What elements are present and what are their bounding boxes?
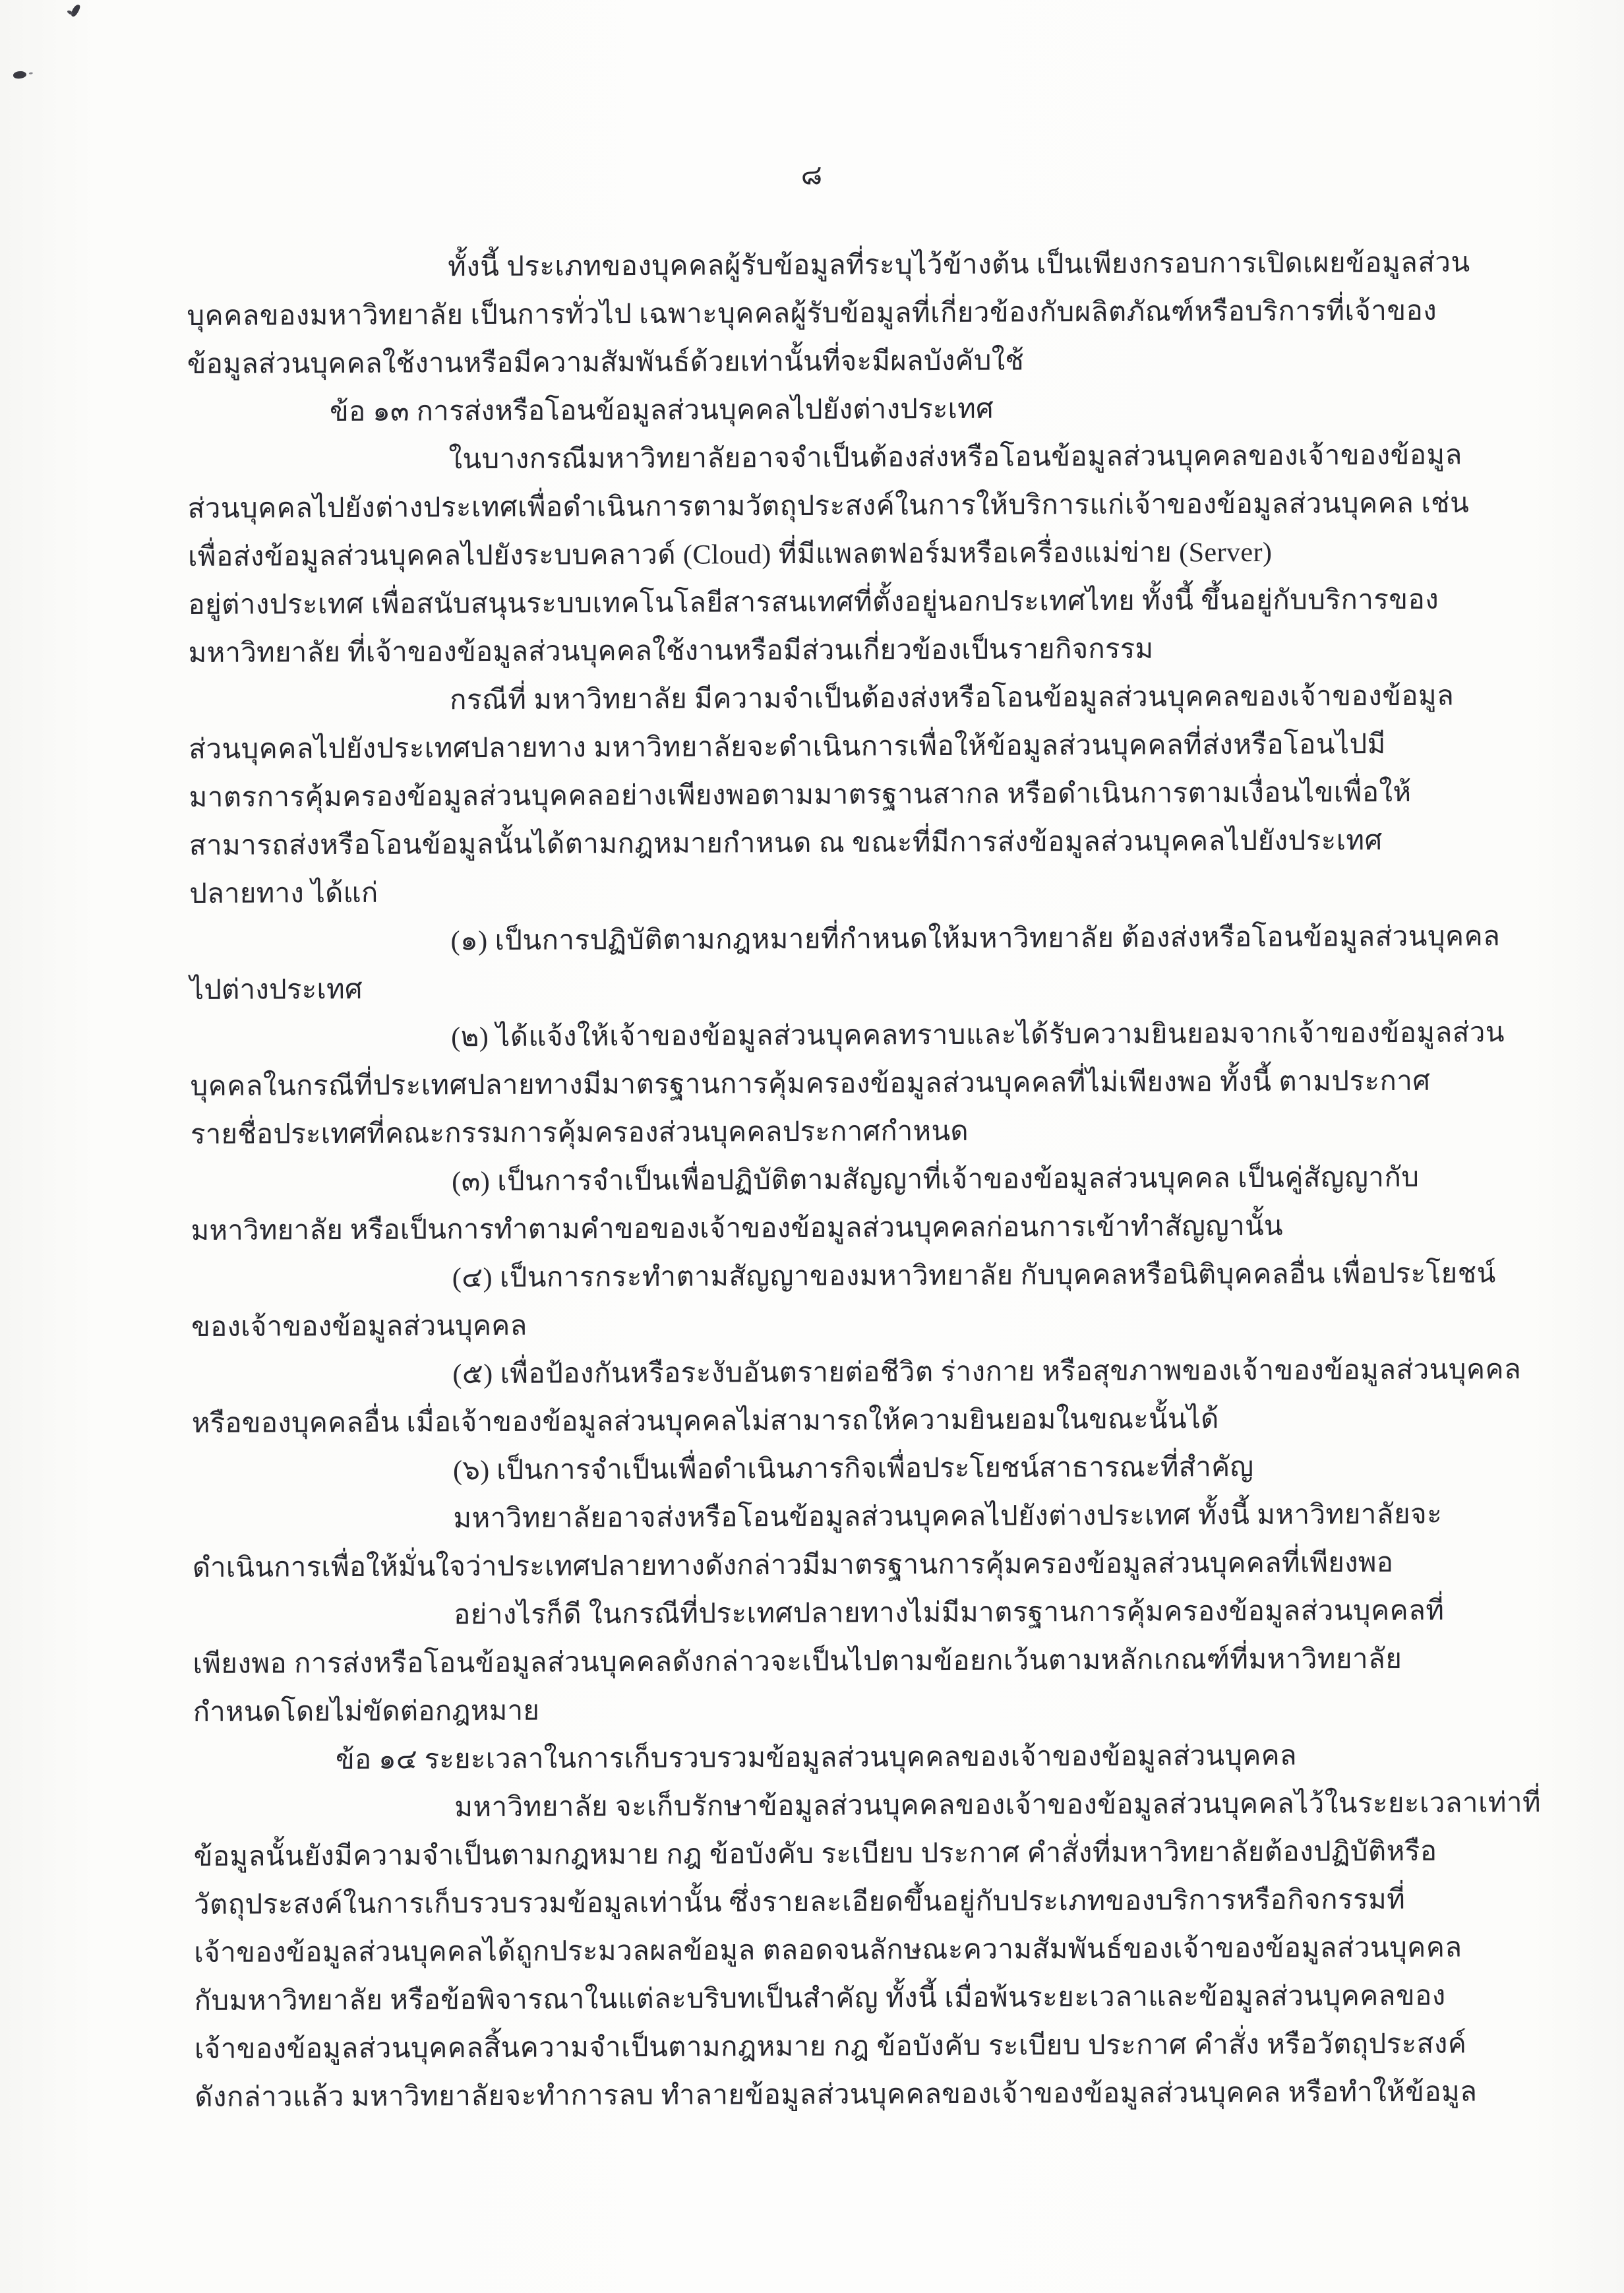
text-line: ข้อ ๑๔ ระยะเวลาในการเก็บรวบรวมข้อมูลส่วนบุคคลของเจ้าของข้อมูลส่วนบุคคล <box>335 1740 1297 1776</box>
text-line: ข้อ ๑๓ การส่งหรือโอนข้อมูลส่วนบุคคลไปยังต่างประเทศ <box>330 394 994 428</box>
page-number: ๘ <box>800 160 824 191</box>
text-line: มหาวิทยาลัย หรือเป็นการทำตามคำขอของเจ้าของข้อมูลส่วนบุคคลก่อนการเข้าทำสัญญานั้น <box>191 1211 1283 1246</box>
text-line: ของเจ้าของข้อมูลส่วนบุคคล <box>191 1310 527 1343</box>
text-line: เพียงพอ การส่งหรือโอนข้อมูลส่วนบุคคลดังกล่าวจะเป็นไปตามข้อยกเว้นตามหลักเกณฑ์ที่มหาวิทยาลัย <box>193 1643 1402 1680</box>
text-line: ไปต่างประเทศ <box>189 974 363 1006</box>
text-line: ทั้งนี้ ประเภทของบุคคลผู้รับข้อมูลที่ระบุไว้ข้างต้น เป็นเพียงกรอบการเปิดเผยข้อมูลส่วน <box>448 247 1470 283</box>
text-line: อย่างไรก็ดี ในกรณีที่ประเทศปลายทางไม่มีมาตรฐานการคุ้มครองข้อมูลส่วนบุคคลที่ <box>453 1595 1445 1631</box>
text-line: (๔) เป็นการกระทำตามสัญญาของมหาวิทยาลัย กับบุคคลหรือนิติบุคคลอื่น เพื่อประโยชน์ <box>452 1258 1496 1294</box>
text-line: กำหนดโดยไม่ขัดต่อกฎหมาย <box>193 1696 540 1728</box>
text-line: (๖) เป็นการจำเป็นเพื่อดำเนินภารกิจเพื่อประโยชน์สาธารณะที่สำคัญ <box>453 1452 1254 1486</box>
text-line: ข้อมูลนั้นยังมีความจำเป็นตามกฎหมาย กฎ ข้อบังคับ ระเบียบ ประกาศ คำสั่งที่มหาวิทยาลัยต้องปฏิบัติหรือ <box>193 1836 1437 1872</box>
text-line: เจ้าของข้อมูลส่วนบุคคลได้ถูกประมวลผลข้อมูล ตลอดจนลักษณะความสัมพันธ์ของเจ้าของข้อมูลส่วนบุคคล <box>194 1932 1462 1969</box>
text-line: วัตถุประสงค์ในการเก็บรวบรวมข้อมูลเท่านั้น ซึ่งรายละเอียดขึ้นอยู่กับประเภทของบริการหรือกิจกรรมที่ <box>193 1884 1406 1920</box>
text-line: มหาวิทยาลัย จะเก็บรักษาข้อมูลส่วนบุคคลของเจ้าของข้อมูลส่วนบุคคลไว้ในระยะเวลาเท่าที่ <box>454 1788 1542 1823</box>
text-line: สามารถส่งหรือโอนข้อมูลนั้นได้ตามกฎหมายกำหนด ณ ขณะที่มีการส่งข้อมูลส่วนบุคคลไปยังประเทศ <box>189 826 1383 861</box>
text-line: บุคคลในกรณีที่ประเทศปลายทางมีมาตรฐานการคุ้มครองข้อมูลส่วนบุคคลที่ไม่เพียงพอ ทั้งนี้ ตามประกาศ <box>190 1066 1431 1102</box>
scan-speck-icon <box>70 3 81 18</box>
text-line: อยู่ต่างประเทศ เพื่อสนับสนุนระบบเทคโนโลยีสารสนเทศที่ตั้งอยู่นอกประเทศไทย ทั้งนี้ ขึ้นอยู่กับบริการของ <box>188 584 1439 621</box>
text-line: ดำเนินการเพื่อให้มั่นใจว่าประเทศปลายทางดังกล่าวมีมาตรฐานการคุ้มครองข้อมูลส่วนบุคคลที่เพียงพอ <box>192 1548 1394 1583</box>
text-line: ข้อมูลส่วนบุคคลใช้งานหรือมีความสัมพันธ์ด้วยเท่านั้นที่จะมีผลบังคับใช้ <box>187 346 1025 380</box>
scan-speck-icon <box>13 71 26 80</box>
text-line: กรณีที่ มหาวิทยาลัย มีความจำเป็นต้องส่งหรือโอนข้อมูลส่วนบุคคลของเจ้าของข้อมูล <box>449 681 1455 716</box>
text-line: มาตรการคุ้มครองข้อมูลส่วนบุคคลอย่างเพียงพอตามมาตรฐานสากล หรือดำเนินการตามเงื่อนไขเพื่อให้ <box>189 777 1412 813</box>
text-line: ดังกล่าวแล้ว มหาวิทยาลัยจะทำการลบ ทำลายข้อมูลส่วนบุคคลของเจ้าของข้อมูลส่วนบุคคล หรือทำให้ข้อมูล <box>195 2077 1478 2113</box>
text-line: มหาวิทยาลัย ที่เจ้าของข้อมูลส่วนบุคคลใช้งานหรือมีส่วนเกี่ยวข้องเป็นรายกิจกรรม <box>188 634 1154 669</box>
text-line: ส่วนบุคคลไปยังประเทศปลายทาง มหาวิทยาลัยจะดำเนินการเพื่อให้ข้อมูลส่วนบุคคลที่ส่งหรือโอนไปมี <box>189 729 1386 765</box>
text-line: รายชื่อประเทศที่คณะกรรมการคุ้มครองส่วนบุคคลประกาศกำหนด <box>190 1116 969 1150</box>
text-line: เพื่อส่งข้อมูลส่วนบุคคลไปยังระบบคลาวด์ (Cloud) ที่มีแพลตฟอร์มหรือเครื่องแม่ข่าย (Server) <box>187 537 1273 572</box>
text-line: หรือของบุคคลอื่น เมื่อเจ้าของข้อมูลส่วนบุคคลไม่สามารถให้ความยินยอมในขณะนั้นได้ <box>191 1404 1219 1439</box>
text-line: มหาวิทยาลัยอาจส่งหรือโอนข้อมูลส่วนบุคคลไปยังต่างประเทศ ทั้งนี้ มหาวิทยาลัยจะ <box>453 1499 1443 1535</box>
text-line: (๕) เพื่อป้องกันหรือระงับอันตรายต่อชีวิต ร่างกาย หรือสุขภาพของเจ้าของข้อมูลส่วนบุคคล <box>452 1355 1522 1390</box>
text-line: กับมหาวิทยาลัย หรือข้อพิจารณาในแต่ละบริบทเป็นสำคัญ ทั้งนี้ เมื่อพ้นระยะเวลาและข้อมูลส่วนบุคคลของ <box>194 1980 1446 2017</box>
text-line: (๒) ได้แจ้งให้เจ้าของข้อมูลส่วนบุคคลทราบและได้รับความยินยอมจากเจ้าของข้อมูลส่วน <box>451 1018 1505 1053</box>
text-line: เจ้าของข้อมูลส่วนบุคคลสิ้นความจำเป็นตามกฎหมาย กฎ ข้อบังคับ ระเบียบ ประกาศ คำสั่ง หรือวัตถุประสงค์ <box>194 2029 1467 2065</box>
text-line: ส่วนบุคคลไปยังต่างประเทศเพื่อดำเนินการตามวัตถุประสงค์ในการให้บริการแก่เจ้าของข้อมูลส่วนบุคคล เช่น <box>187 488 1470 524</box>
text-line: ปลายทาง ได้แก่ <box>189 878 378 909</box>
text-line: (๓) เป็นการจำเป็นเพื่อปฏิบัติตามสัญญาที่เจ้าของข้อมูลส่วนบุคคล เป็นคู่สัญญากับ <box>452 1162 1420 1198</box>
text-line: ในบางกรณีมหาวิทยาลัยอาจจำเป็นต้องส่งหรือโอนข้อมูลส่วนบุคคลของเจ้าของข้อมูล <box>448 440 1462 475</box>
text-line: บุคคลของมหาวิทยาลัย เป็นการทั่วไป เฉพาะบุคคลผู้รับข้อมูลที่เกี่ยวข้องกับผลิตภัณฑ์หรือบริการที่เจ้าของ <box>187 295 1437 332</box>
text-line: (๑) เป็นการปฏิบัติตามกฎหมายที่กำหนดให้มหาวิทยาลัย ต้องส่งหรือโอนข้อมูลส่วนบุคคล <box>450 921 1501 957</box>
document-body <box>187 239 1542 2122</box>
